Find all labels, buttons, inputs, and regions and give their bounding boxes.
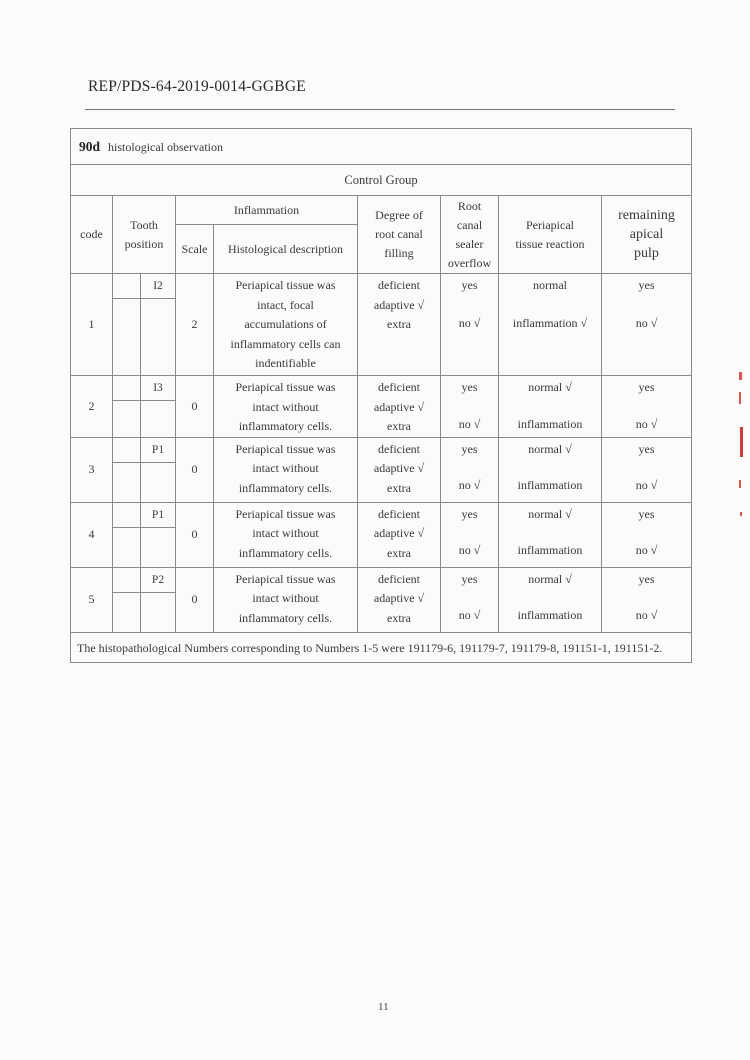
tooth-spacer — [113, 502, 141, 527]
description-line: inflammatory cells. — [238, 419, 333, 433]
document-id: REP/PDS-64-2019-0014-GGBGE — [88, 78, 306, 95]
tooth-position: P1 — [141, 437, 176, 462]
table-title: histological observation — [108, 139, 223, 154]
description-line: accumulations of — [244, 317, 327, 331]
periapical-normal: normal — [533, 278, 567, 292]
tooth-position: I3 — [141, 376, 176, 401]
tooth-spacer — [113, 527, 141, 567]
filling-option: deficient — [378, 506, 420, 521]
tooth-spacer — [113, 592, 141, 632]
col-sealer-overflow — [441, 196, 499, 274]
pulp-no: no √ — [635, 478, 658, 492]
row-code: 2 — [71, 376, 113, 438]
description-line: Periapical tissue was — [235, 571, 336, 586]
sealer-yes: yes — [461, 571, 478, 586]
sealer-overflow — [441, 437, 499, 502]
inflammation-scale: 0 — [176, 437, 214, 502]
filling-option: extra — [387, 545, 411, 560]
col-tooth-line2: position — [124, 236, 164, 251]
header-divider — [85, 109, 675, 110]
periapical-normal: normal √ — [528, 441, 572, 456]
title-row — [71, 129, 692, 165]
col-degree-filling — [358, 196, 441, 274]
histological-description — [214, 376, 358, 438]
description-lines — [214, 376, 357, 437]
sealer-overflow — [441, 274, 499, 376]
description-lines — [214, 438, 357, 499]
col-remaining-line1: remaining — [618, 208, 675, 223]
col-degree-line2: root canal — [375, 227, 423, 241]
description-line: inflammatory cells can — [230, 336, 341, 351]
col-code: code — [71, 196, 113, 274]
pulp-yes: yes — [638, 506, 655, 521]
pulp-yes: yes — [638, 571, 655, 586]
col-remaining-pulp — [602, 196, 692, 274]
tooth-spacer — [141, 592, 176, 632]
description-line: inflammatory cells. — [238, 610, 333, 625]
filling-option: deficient — [378, 278, 420, 292]
periapical-inflammation: inflammation — [517, 478, 583, 492]
histological-description — [214, 502, 358, 567]
filling-option: extra — [387, 317, 411, 331]
row-code: 4 — [71, 502, 113, 567]
histological-description — [214, 274, 358, 376]
tooth-spacer — [113, 462, 141, 502]
histological-description — [214, 437, 358, 502]
filling-option: extra — [387, 419, 411, 433]
filling-option: deficient — [378, 571, 420, 586]
filling-option: deficient — [378, 441, 420, 456]
filling-option: deficient — [378, 380, 420, 394]
table-row — [71, 437, 692, 462]
description-line: intact without — [252, 591, 319, 605]
filling-option: adaptive √ — [373, 399, 425, 414]
sealer-yes: yes — [461, 441, 478, 456]
remaining-pulp — [602, 567, 692, 632]
header-row-1 — [71, 196, 692, 225]
periapical-reaction — [499, 376, 602, 438]
sealer-overflow — [441, 502, 499, 567]
table-row — [71, 567, 692, 592]
description-lines — [214, 274, 357, 374]
pulp-no: no √ — [635, 315, 658, 330]
group-row — [71, 165, 692, 196]
pulp-yes: yes — [638, 380, 655, 394]
tooth-spacer — [113, 299, 141, 376]
sealer-no: no √ — [458, 543, 481, 557]
periapical-inflammation: inflammation — [517, 543, 583, 557]
page-number: 11 — [378, 1001, 389, 1013]
tooth-spacer — [141, 401, 176, 437]
sealer-no: no √ — [458, 315, 481, 330]
col-degree-line3: filling — [384, 246, 414, 260]
table-row — [71, 502, 692, 527]
root-canal-filling — [358, 437, 441, 502]
filling-option: adaptive √ — [373, 591, 425, 605]
tooth-position: I2 — [141, 274, 176, 299]
tooth-spacer — [141, 299, 176, 376]
remaining-pulp — [602, 376, 692, 438]
col-periapical-line2: tissue reaction — [515, 236, 585, 251]
inflammation-scale: 0 — [176, 502, 214, 567]
description-line: Periapical tissue was — [235, 506, 336, 521]
sealer-no: no √ — [458, 416, 481, 431]
description-line: inflammatory cells. — [238, 545, 333, 560]
filling-option: adaptive √ — [373, 297, 425, 312]
pulp-yes: yes — [638, 441, 655, 456]
tooth-spacer — [113, 437, 141, 462]
histopathology-note: The histopathological Numbers corresponding to Numbers 1-5 were 191179-6, 191179-7, 191179-8, 191151-1, 191151-2. — [71, 632, 692, 662]
col-tooth-line1: Tooth — [130, 217, 158, 232]
col-sealer-line4: overflow — [447, 255, 492, 270]
pulp-yes: yes — [638, 278, 655, 292]
sealer-no: no √ — [458, 608, 481, 622]
description-line: Periapical tissue was — [235, 278, 336, 292]
col-periapical — [499, 196, 602, 274]
description-line: indentifiable — [255, 356, 316, 370]
row-code: 3 — [71, 437, 113, 502]
row-code: 1 — [71, 274, 113, 376]
col-remaining-line2: apical — [629, 227, 664, 242]
root-canal-filling — [358, 502, 441, 567]
inflammation-scale: 0 — [176, 376, 214, 438]
periapical-reaction — [499, 437, 602, 502]
table-row — [71, 274, 692, 299]
col-sealer-line3: sealer — [455, 236, 484, 251]
row-code: 5 — [71, 567, 113, 632]
col-degree-line1: Degree of — [375, 208, 423, 222]
pulp-no: no √ — [635, 608, 658, 622]
sealer-yes: yes — [461, 278, 478, 292]
table-row — [71, 376, 692, 401]
remaining-pulp — [602, 274, 692, 376]
root-canal-filling — [358, 376, 441, 438]
day-label: 90d — [79, 138, 101, 154]
col-scale: Scale — [176, 225, 214, 274]
description-line: Periapical tissue was — [235, 441, 336, 456]
col-inflammation: Inflammation — [176, 196, 358, 225]
scan-edge-marks — [738, 372, 744, 522]
description-line: intact without — [252, 526, 319, 540]
periapical-inflammation: inflammation √ — [512, 315, 588, 330]
sealer-overflow — [441, 376, 499, 438]
tooth-position: P2 — [141, 567, 176, 592]
description-line: intact without — [252, 399, 319, 414]
sealer-yes: yes — [461, 506, 478, 521]
col-histological: Histological description — [214, 225, 358, 274]
group-label: Control Group — [71, 165, 692, 196]
description-lines — [214, 568, 357, 629]
inflammation-scale: 2 — [176, 274, 214, 376]
sealer-no: no √ — [458, 478, 481, 492]
tooth-spacer — [113, 274, 141, 299]
tooth-position: P1 — [141, 502, 176, 527]
root-canal-filling — [358, 274, 441, 376]
col-periapical-line1: Periapical — [526, 217, 574, 232]
tooth-spacer — [141, 527, 176, 567]
filling-option: adaptive √ — [373, 526, 425, 540]
table-title-cell — [71, 129, 692, 165]
periapical-normal: normal √ — [528, 380, 572, 394]
inflammation-scale: 0 — [176, 567, 214, 632]
description-line: Periapical tissue was — [235, 380, 336, 394]
col-tooth-position — [113, 196, 176, 274]
periapical-normal: normal √ — [528, 571, 572, 586]
filling-option: extra — [387, 480, 411, 495]
pulp-no: no √ — [635, 543, 658, 557]
col-sealer-line1: Root — [457, 198, 482, 213]
periapical-inflammation: inflammation — [517, 608, 583, 622]
periapical-inflammation: inflammation — [517, 416, 583, 431]
tooth-spacer — [113, 401, 141, 437]
remaining-pulp — [602, 437, 692, 502]
col-remaining-line3: pulp — [634, 246, 659, 261]
pulp-no: no √ — [635, 416, 658, 431]
tooth-spacer — [141, 462, 176, 502]
sealer-yes: yes — [461, 380, 478, 394]
periapical-normal: normal √ — [528, 506, 572, 521]
periapical-reaction — [499, 274, 602, 376]
description-line: inflammatory cells. — [238, 480, 333, 495]
sealer-overflow — [441, 567, 499, 632]
col-sealer-line2: canal — [456, 217, 483, 232]
filling-option: extra — [387, 610, 411, 625]
description-lines — [214, 503, 357, 564]
remaining-pulp — [602, 502, 692, 567]
histological-description — [214, 567, 358, 632]
root-canal-filling — [358, 567, 441, 632]
filling-option: adaptive √ — [373, 461, 425, 475]
tooth-spacer — [113, 567, 141, 592]
description-line: intact, focal — [257, 297, 314, 312]
periapical-reaction — [499, 567, 602, 632]
tooth-spacer — [113, 376, 141, 401]
periapical-reaction — [499, 502, 602, 567]
description-line: intact without — [252, 461, 319, 475]
histology-table — [70, 128, 692, 663]
note-row — [71, 632, 692, 662]
